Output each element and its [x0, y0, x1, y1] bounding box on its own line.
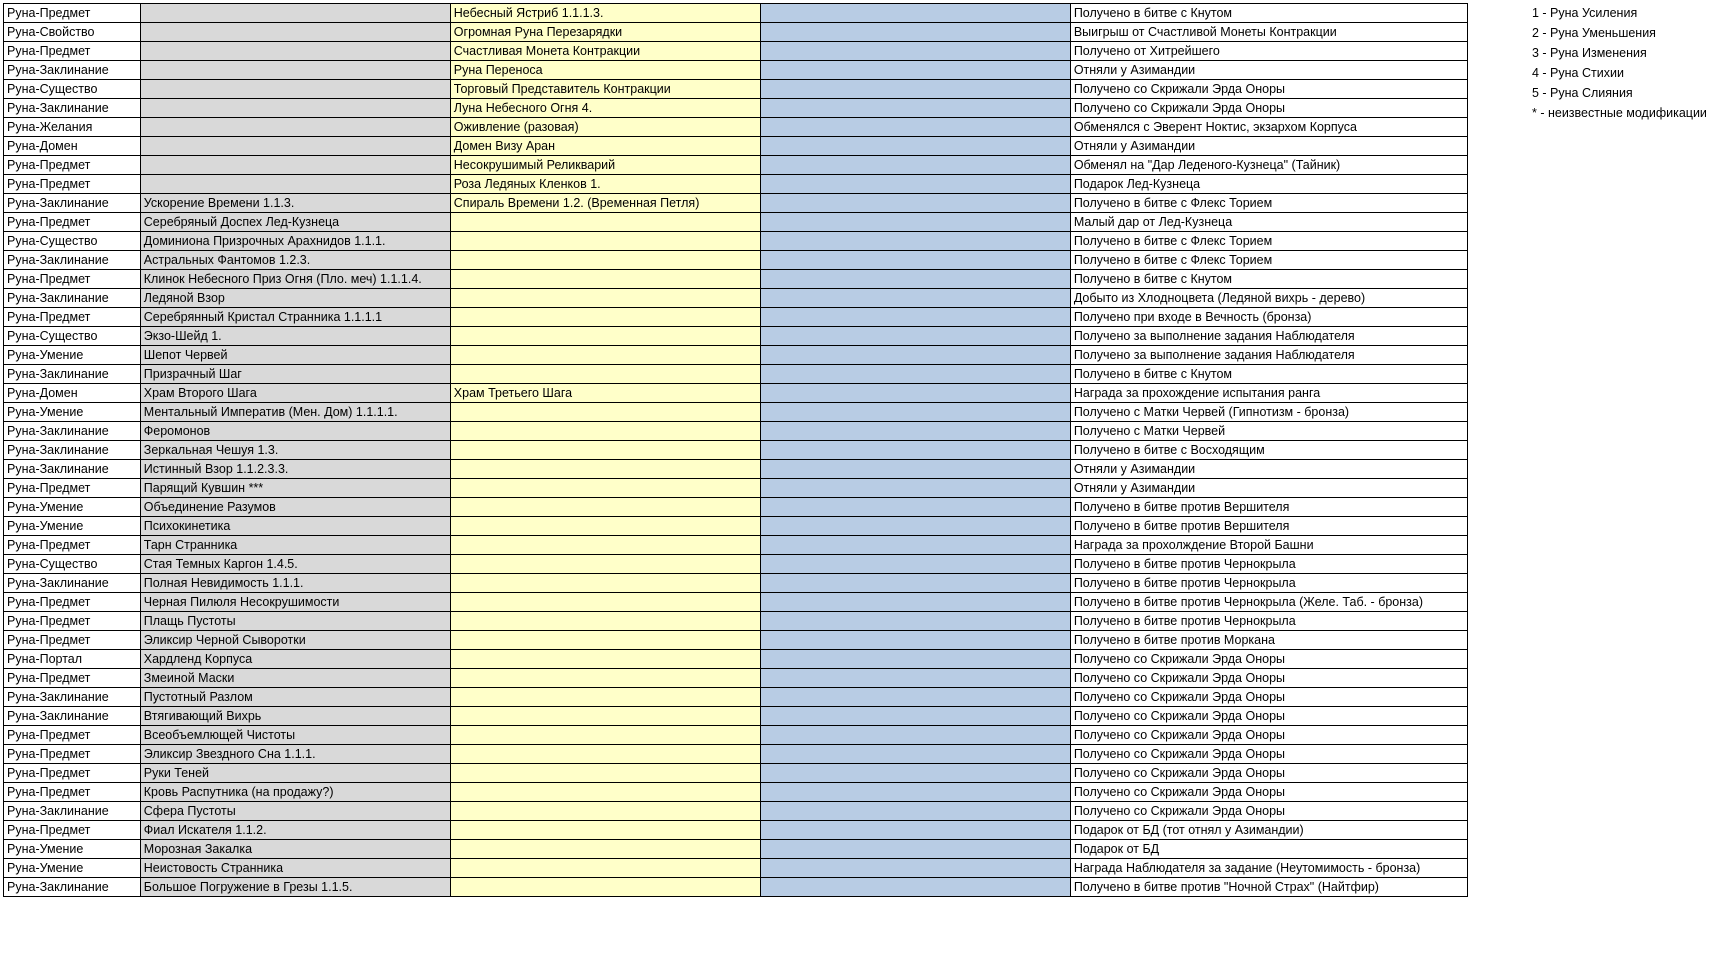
rune-name-cell[interactable]: Парящий Кувшин ***: [140, 479, 450, 498]
rune-extra-cell[interactable]: [760, 99, 1070, 118]
rune-name-cell[interactable]: Руки Теней: [140, 764, 450, 783]
table-row: [4, 498, 1468, 517]
rune-modified-cell[interactable]: [450, 251, 760, 270]
rune-name-cell[interactable]: [140, 175, 450, 194]
rune-name-cell[interactable]: Фиал Искателя 1.1.2.: [140, 821, 450, 840]
table-row: [4, 707, 1468, 726]
rune-name-cell[interactable]: Психокинетика: [140, 517, 450, 536]
rune-name-cell[interactable]: Шепот Червей: [140, 346, 450, 365]
rune-type-cell[interactable]: Руна-Существо: [4, 327, 141, 346]
rune-type-cell[interactable]: Руна-Заклинание: [4, 802, 141, 821]
rune-name-cell[interactable]: Астральных Фантомов 1.2.3.: [140, 251, 450, 270]
rune-type-cell[interactable]: Руна-Предмет: [4, 270, 141, 289]
rune-modified-cell[interactable]: [450, 270, 760, 289]
legend-item: 4 - Руна Стихии: [1532, 66, 1624, 80]
rune-extra-cell[interactable]: [760, 574, 1070, 593]
rune-extra-cell[interactable]: [760, 61, 1070, 80]
rune-name-cell[interactable]: Призрачный Шаг: [140, 365, 450, 384]
table-row: [4, 631, 1468, 650]
rune-modified-cell[interactable]: [450, 213, 760, 232]
rune-extra-cell[interactable]: [760, 840, 1070, 859]
rune-extra-cell[interactable]: [760, 308, 1070, 327]
table-row: [4, 840, 1468, 859]
rune-modified-cell[interactable]: [450, 726, 760, 745]
rune-type-cell[interactable]: Руна-Предмет: [4, 479, 141, 498]
table-row: [4, 365, 1468, 384]
rune-name-cell[interactable]: Доминиона Призрочных Арахнидов 1.1.1.: [140, 232, 450, 251]
rune-type-cell[interactable]: Руна-Предмет: [4, 213, 141, 232]
table-row: [4, 4, 1468, 23]
rune-type-cell[interactable]: Руна-Заклинание: [4, 688, 141, 707]
rune-extra-cell[interactable]: [760, 612, 1070, 631]
rune-modified-cell[interactable]: [450, 650, 760, 669]
rune-extra-cell[interactable]: [760, 118, 1070, 137]
rune-name-cell[interactable]: [140, 156, 450, 175]
table-row: [4, 270, 1468, 289]
rune-extra-cell[interactable]: [760, 650, 1070, 669]
rune-modified-cell[interactable]: Роза Ледяных Кленков 1.: [450, 175, 760, 194]
table-row: [4, 650, 1468, 669]
rune-modified-cell[interactable]: [450, 422, 760, 441]
rune-type-cell[interactable]: Руна-Предмет: [4, 783, 141, 802]
rune-source-cell[interactable]: Получено со Скрижали Эрда Оноры: [1070, 783, 1467, 802]
rune-name-cell[interactable]: Пустотный Разлом: [140, 688, 450, 707]
rune-source-cell[interactable]: Получено со Скрижали Эрда Оноры: [1070, 745, 1467, 764]
rune-modified-cell[interactable]: [450, 783, 760, 802]
rune-modified-cell[interactable]: Руна Переноса: [450, 61, 760, 80]
table-row: [4, 327, 1468, 346]
rune-extra-cell[interactable]: [760, 194, 1070, 213]
rune-type-cell[interactable]: Руна-Умение: [4, 517, 141, 536]
rune-type-cell[interactable]: Руна-Портал: [4, 650, 141, 669]
rune-name-cell[interactable]: Эликсир Черной Сыворотки: [140, 631, 450, 650]
rune-source-cell[interactable]: Получено в битве с Флекс Торием: [1070, 232, 1467, 251]
rune-name-cell[interactable]: Клинок Небесного Приз Огня (Пло. меч) 1.1.1.4.: [140, 270, 450, 289]
rune-type-cell[interactable]: Руна-Предмет: [4, 821, 141, 840]
rune-name-cell[interactable]: [140, 4, 450, 23]
rune-extra-cell[interactable]: [760, 137, 1070, 156]
rune-name-cell[interactable]: Объединение Разумов: [140, 498, 450, 517]
rune-type-cell[interactable]: Руна-Предмет: [4, 536, 141, 555]
rune-type-cell[interactable]: Руна-Предмет: [4, 726, 141, 745]
rune-modified-cell[interactable]: Луна Небесного Огня 4.: [450, 99, 760, 118]
legend-item: 3 - Руна Изменения: [1532, 46, 1647, 60]
table-row: [4, 593, 1468, 612]
rune-type-cell[interactable]: Руна-Предмет: [4, 308, 141, 327]
rune-extra-cell[interactable]: [760, 498, 1070, 517]
rune-modified-cell[interactable]: Несокрушимый Реликварий: [450, 156, 760, 175]
rune-modified-cell[interactable]: [450, 612, 760, 631]
rune-name-cell[interactable]: Храм Второго Шага: [140, 384, 450, 403]
rune-modified-cell[interactable]: [450, 821, 760, 840]
rune-modified-cell[interactable]: [450, 365, 760, 384]
rune-modified-cell[interactable]: Огромная Руна Перезарядки: [450, 23, 760, 42]
rune-name-cell[interactable]: Ментальный Императив (Мен. Дом) 1.1.1.1.: [140, 403, 450, 422]
rune-name-cell[interactable]: Неистовость Странника: [140, 859, 450, 878]
rune-name-cell[interactable]: Серебрянный Кристал Странника 1.1.1.1: [140, 308, 450, 327]
table-row: [4, 80, 1468, 99]
rune-name-cell[interactable]: [140, 42, 450, 61]
rune-name-cell[interactable]: [140, 118, 450, 137]
rune-source-cell[interactable]: Добыто из Хлодноцвета (Ледяной вихрь - дерево): [1070, 289, 1467, 308]
table-row: [4, 213, 1468, 232]
rune-extra-cell[interactable]: [760, 517, 1070, 536]
rune-type-cell[interactable]: Руна-Желания: [4, 118, 141, 137]
rune-source-cell[interactable]: Получено в битве с Восходящим: [1070, 441, 1467, 460]
rune-name-cell[interactable]: [140, 80, 450, 99]
rune-modified-cell[interactable]: [450, 859, 760, 878]
rune-name-cell[interactable]: Ускорение Времени 1.1.3.: [140, 194, 450, 213]
rune-extra-cell[interactable]: [760, 4, 1070, 23]
rune-modified-cell[interactable]: [450, 232, 760, 251]
table-row: [4, 194, 1468, 213]
table-row: [4, 346, 1468, 365]
table-row: [4, 232, 1468, 251]
table-row: [4, 802, 1468, 821]
rune-source-cell[interactable]: Получено со Скрижали Эрда Оноры: [1070, 650, 1467, 669]
rune-type-cell[interactable]: Руна-Заклинание: [4, 99, 141, 118]
rune-modified-cell[interactable]: Небесный Ястриб 1.1.1.3.: [450, 4, 760, 23]
rune-source-cell[interactable]: Получено со Скрижали Эрда Оноры: [1070, 80, 1467, 99]
rune-source-cell[interactable]: Малый дар от Лед-Кузнеца: [1070, 213, 1467, 232]
table-row: [4, 536, 1468, 555]
rune-name-cell[interactable]: Всеобъемлющей Чистоты: [140, 726, 450, 745]
rune-modified-cell[interactable]: [450, 460, 760, 479]
legend-item: 5 - Руна Слияния: [1532, 86, 1633, 100]
rune-source-cell[interactable]: Получено со Скрижали Эрда Оноры: [1070, 688, 1467, 707]
rune-extra-cell[interactable]: [760, 289, 1070, 308]
rune-type-cell[interactable]: Руна-Заклинание: [4, 574, 141, 593]
rune-source-cell[interactable]: Получено в битве против Вершителя: [1070, 498, 1467, 517]
rune-source-cell[interactable]: Получено в битве против Чернокрыла (Желе. Таб. - бронза): [1070, 593, 1467, 612]
rune-name-cell[interactable]: [140, 99, 450, 118]
table-row: [4, 23, 1468, 42]
rune-source-cell[interactable]: Подарок Лед-Кузнеца: [1070, 175, 1467, 194]
rune-modified-cell[interactable]: [450, 745, 760, 764]
rune-modified-cell[interactable]: Храм Третьего Шага: [450, 384, 760, 403]
rune-type-cell[interactable]: Руна-Предмет: [4, 764, 141, 783]
rune-type-cell[interactable]: Руна-Заклинание: [4, 365, 141, 384]
rune-source-cell[interactable]: Получено в битве против Чернокрыла: [1070, 612, 1467, 631]
rune-name-cell[interactable]: Змеиной Маски: [140, 669, 450, 688]
rune-name-cell[interactable]: Втягивающий Вихрь: [140, 707, 450, 726]
rune-type-cell[interactable]: Руна-Заклинание: [4, 251, 141, 270]
table-row: [4, 289, 1468, 308]
table-row: [4, 308, 1468, 327]
rune-type-cell[interactable]: Руна-Свойство: [4, 23, 141, 42]
table-row: [4, 156, 1468, 175]
table-row: [4, 175, 1468, 194]
rune-name-cell[interactable]: [140, 61, 450, 80]
rune-source-cell[interactable]: Получено с Матки Червей: [1070, 422, 1467, 441]
rune-source-cell[interactable]: Получено со Скрижали Эрда Оноры: [1070, 669, 1467, 688]
table-row: [4, 783, 1468, 802]
rune-type-cell[interactable]: Руна-Заклинание: [4, 422, 141, 441]
rune-type-cell[interactable]: Руна-Существо: [4, 555, 141, 574]
rune-modified-cell[interactable]: [450, 707, 760, 726]
rune-source-cell[interactable]: Получено с Матки Червей (Гипнотизм - бронза): [1070, 403, 1467, 422]
rune-extra-cell[interactable]: [760, 707, 1070, 726]
rune-name-cell[interactable]: [140, 23, 450, 42]
table-row: [4, 688, 1468, 707]
rune-extra-cell[interactable]: [760, 878, 1070, 897]
table-row: [4, 403, 1468, 422]
rune-extra-cell[interactable]: [760, 346, 1070, 365]
legend-item: * - неизвестные модификации: [1532, 106, 1707, 120]
table-row: [4, 118, 1468, 137]
rune-type-cell[interactable]: Руна-Домен: [4, 384, 141, 403]
table-row: [4, 745, 1468, 764]
table-row: [4, 669, 1468, 688]
rune-type-cell[interactable]: Руна-Предмет: [4, 745, 141, 764]
rune-modified-cell[interactable]: [450, 346, 760, 365]
rune-modified-cell[interactable]: [450, 441, 760, 460]
rune-extra-cell[interactable]: [760, 384, 1070, 403]
rune-type-cell[interactable]: Руна-Умение: [4, 403, 141, 422]
rune-extra-cell[interactable]: [760, 23, 1070, 42]
rune-source-cell[interactable]: Получено от Хитрейшего: [1070, 42, 1467, 61]
table-row: [4, 441, 1468, 460]
rune-source-cell[interactable]: Получено в битве против Чернокрыла: [1070, 574, 1467, 593]
rune-name-cell[interactable]: Черная Пилюля Несокрушимости: [140, 593, 450, 612]
table-row: [4, 612, 1468, 631]
rune-extra-cell[interactable]: [760, 441, 1070, 460]
table-row: [4, 251, 1468, 270]
rune-modified-cell[interactable]: [450, 669, 760, 688]
rune-modified-cell[interactable]: [450, 555, 760, 574]
rune-modified-cell[interactable]: [450, 327, 760, 346]
rune-name-cell[interactable]: Сфера Пустоты: [140, 802, 450, 821]
rune-type-cell[interactable]: Руна-Заклинание: [4, 441, 141, 460]
rune-source-cell[interactable]: Награда Наблюдателя за задание (Неутомимость - бронза): [1070, 859, 1467, 878]
rune-type-cell[interactable]: Руна-Заклинание: [4, 61, 141, 80]
rune-source-cell[interactable]: Получено со Скрижали Эрда Оноры: [1070, 99, 1467, 118]
table-row: [4, 517, 1468, 536]
rune-source-cell[interactable]: Получено со Скрижали Эрда Оноры: [1070, 802, 1467, 821]
table-row: [4, 384, 1468, 403]
rune-modified-cell[interactable]: [450, 574, 760, 593]
rune-modified-cell[interactable]: [450, 631, 760, 650]
rune-source-cell[interactable]: Получено в битве против Чернокрыла: [1070, 555, 1467, 574]
rune-type-cell[interactable]: Руна-Заклинание: [4, 878, 141, 897]
legend-item: 1 - Руна Усиления: [1532, 6, 1638, 20]
rune-name-cell[interactable]: Ледяной Взор: [140, 289, 450, 308]
rune-name-cell[interactable]: Кровь Распутника (на продажу?): [140, 783, 450, 802]
rune-extra-cell[interactable]: [760, 536, 1070, 555]
table-row: [4, 726, 1468, 745]
rune-source-cell[interactable]: Обменял на "Дар Леденого-Кузнеца" (Тайник): [1070, 156, 1467, 175]
rune-source-cell[interactable]: Награда за прохождение испытания ранга: [1070, 384, 1467, 403]
rune-name-cell[interactable]: Серебряный Доспех Лед-Кузнеца: [140, 213, 450, 232]
rune-source-cell[interactable]: Получено со Скрижали Эрда Оноры: [1070, 726, 1467, 745]
rune-extra-cell[interactable]: [760, 821, 1070, 840]
rune-source-cell[interactable]: Отняли у Азимандии: [1070, 137, 1467, 156]
rune-type-cell[interactable]: Руна-Заклинание: [4, 289, 141, 308]
rune-name-cell[interactable]: Эликсир Звездного Сна 1.1.1.: [140, 745, 450, 764]
rune-source-cell[interactable]: Отняли у Азимандии: [1070, 479, 1467, 498]
rune-modified-cell[interactable]: [450, 498, 760, 517]
rune-source-cell[interactable]: Обменялся с Эверент Ноктис, экзархом Корпуса: [1070, 118, 1467, 137]
rune-extra-cell[interactable]: [760, 745, 1070, 764]
rune-extra-cell[interactable]: [760, 403, 1070, 422]
table-row: [4, 878, 1468, 897]
rune-source-cell[interactable]: Получено со Скрижали Эрда Оноры: [1070, 707, 1467, 726]
rune-extra-cell[interactable]: [760, 270, 1070, 289]
rune-name-cell[interactable]: Полная Невидимость 1.1.1.: [140, 574, 450, 593]
rune-modified-cell[interactable]: [450, 536, 760, 555]
rune-source-cell[interactable]: Получено в битве с Кнутом: [1070, 4, 1467, 23]
rune-extra-cell[interactable]: [760, 593, 1070, 612]
rune-table: [3, 3, 1468, 897]
table-row: [4, 821, 1468, 840]
rune-type-cell[interactable]: Руна-Умение: [4, 859, 141, 878]
rune-table-body: [4, 4, 1468, 897]
table-row: [4, 99, 1468, 118]
rune-extra-cell[interactable]: [760, 479, 1070, 498]
rune-name-cell[interactable]: Экзо-Шейд 1.: [140, 327, 450, 346]
rune-modified-cell[interactable]: [450, 878, 760, 897]
rune-source-cell[interactable]: Получено в битве с Флекс Торием: [1070, 194, 1467, 213]
rune-extra-cell[interactable]: [760, 460, 1070, 479]
table-row: [4, 137, 1468, 156]
table-row: [4, 764, 1468, 783]
rune-type-cell[interactable]: Руна-Предмет: [4, 4, 141, 23]
rune-type-cell[interactable]: Руна-Предмет: [4, 156, 141, 175]
table-row: [4, 422, 1468, 441]
rune-modified-cell[interactable]: [450, 479, 760, 498]
legend: [1532, 3, 1707, 123]
rune-extra-cell[interactable]: [760, 327, 1070, 346]
rune-extra-cell[interactable]: [760, 175, 1070, 194]
rune-name-cell[interactable]: Феромонов: [140, 422, 450, 441]
table-row: [4, 574, 1468, 593]
rune-source-cell[interactable]: Получено в битве с Кнутом: [1070, 365, 1467, 384]
rune-source-cell[interactable]: Получено в битве против Вершителя: [1070, 517, 1467, 536]
rune-source-cell[interactable]: Подарок от БД (тот отнял у Азимандии): [1070, 821, 1467, 840]
rune-modified-cell[interactable]: [450, 593, 760, 612]
rune-modified-cell[interactable]: [450, 840, 760, 859]
rune-name-cell[interactable]: Хардленд Корпуса: [140, 650, 450, 669]
rune-modified-cell[interactable]: [450, 764, 760, 783]
rune-type-cell[interactable]: Руна-Умение: [4, 498, 141, 517]
rune-type-cell[interactable]: Руна-Предмет: [4, 175, 141, 194]
rune-extra-cell[interactable]: [760, 783, 1070, 802]
rune-type-cell[interactable]: Руна-Существо: [4, 80, 141, 99]
rune-type-cell[interactable]: Руна-Предмет: [4, 631, 141, 650]
rune-name-cell[interactable]: Стая Темных Каргон 1.4.5.: [140, 555, 450, 574]
rune-type-cell[interactable]: Руна-Умение: [4, 346, 141, 365]
rune-extra-cell[interactable]: [760, 688, 1070, 707]
rune-modified-cell[interactable]: [450, 802, 760, 821]
rune-type-cell[interactable]: Руна-Предмет: [4, 593, 141, 612]
rune-modified-cell[interactable]: [450, 403, 760, 422]
rune-modified-cell[interactable]: [450, 289, 760, 308]
rune-type-cell[interactable]: Руна-Предмет: [4, 42, 141, 61]
rune-name-cell[interactable]: Истинный Взор 1.1.2.3.3.: [140, 460, 450, 479]
rune-extra-cell[interactable]: [760, 726, 1070, 745]
table-row: [4, 555, 1468, 574]
rune-extra-cell[interactable]: [760, 365, 1070, 384]
table-row: [4, 479, 1468, 498]
rune-source-cell[interactable]: Получено в битве против Моркана: [1070, 631, 1467, 650]
rune-name-cell[interactable]: Тарн Странника: [140, 536, 450, 555]
rune-extra-cell[interactable]: [760, 251, 1070, 270]
rune-modified-cell[interactable]: Торговый Представитель Контракции: [450, 80, 760, 99]
rune-modified-cell[interactable]: [450, 517, 760, 536]
rune-name-cell[interactable]: Морозная Закалка: [140, 840, 450, 859]
rune-source-cell[interactable]: Отняли у Азимандии: [1070, 460, 1467, 479]
rune-extra-cell[interactable]: [760, 631, 1070, 650]
rune-extra-cell[interactable]: [760, 232, 1070, 251]
rune-modified-cell[interactable]: [450, 308, 760, 327]
rune-extra-cell[interactable]: [760, 42, 1070, 61]
rune-name-cell[interactable]: Большое Погружение в Грезы 1.1.5.: [140, 878, 450, 897]
rune-extra-cell[interactable]: [760, 764, 1070, 783]
rune-source-cell[interactable]: Подарок от БД: [1070, 840, 1467, 859]
rune-source-cell[interactable]: Получено в битве против "Ночной Страх" (Найтфир): [1070, 878, 1467, 897]
rune-type-cell[interactable]: Руна-Умение: [4, 840, 141, 859]
rune-source-cell[interactable]: Выигрыш от Счастливой Монеты Контракции: [1070, 23, 1467, 42]
table-row: [4, 42, 1468, 61]
rune-modified-cell[interactable]: Домен Визу Аран: [450, 137, 760, 156]
rune-type-cell[interactable]: Руна-Существо: [4, 232, 141, 251]
rune-modified-cell[interactable]: [450, 688, 760, 707]
rune-modified-cell[interactable]: Счастливая Монета Контракции: [450, 42, 760, 61]
rune-extra-cell[interactable]: [760, 555, 1070, 574]
rune-source-cell[interactable]: Награда за прохолждение Второй Башни: [1070, 536, 1467, 555]
rune-type-cell[interactable]: Руна-Домен: [4, 137, 141, 156]
legend-item: 2 - Руна Уменьшения: [1532, 26, 1656, 40]
rune-name-cell[interactable]: Плащь Пустоты: [140, 612, 450, 631]
rune-extra-cell[interactable]: [760, 669, 1070, 688]
rune-modified-cell[interactable]: Оживление (разовая): [450, 118, 760, 137]
rune-extra-cell[interactable]: [760, 213, 1070, 232]
rune-source-cell[interactable]: Получено со Скрижали Эрда Оноры: [1070, 764, 1467, 783]
table-row: [4, 859, 1468, 878]
rune-extra-cell[interactable]: [760, 156, 1070, 175]
table-row: [4, 61, 1468, 80]
rune-source-cell[interactable]: Получено при входе в Вечность (бронза): [1070, 308, 1467, 327]
rune-source-cell[interactable]: Отняли у Азимандии: [1070, 61, 1467, 80]
rune-modified-cell[interactable]: Спираль Времени 1.2. (Временная Петля): [450, 194, 760, 213]
rune-source-cell[interactable]: Получено за выполнение задания Наблюдателя: [1070, 346, 1467, 365]
rune-type-cell[interactable]: Руна-Предмет: [4, 612, 141, 631]
rune-extra-cell[interactable]: [760, 859, 1070, 878]
rune-extra-cell[interactable]: [760, 80, 1070, 99]
rune-type-cell[interactable]: Руна-Заклинание: [4, 460, 141, 479]
rune-source-cell[interactable]: Получено за выполнение задания Наблюдателя: [1070, 327, 1467, 346]
rune-type-cell[interactable]: Руна-Заклинание: [4, 707, 141, 726]
table-row: [4, 460, 1468, 479]
rune-source-cell[interactable]: Получено в битве с Кнутом: [1070, 270, 1467, 289]
rune-type-cell[interactable]: Руна-Предмет: [4, 669, 141, 688]
rune-source-cell[interactable]: Получено в битве с Флекс Торием: [1070, 251, 1467, 270]
rune-extra-cell[interactable]: [760, 802, 1070, 821]
rune-name-cell[interactable]: Зеркальная Чешуя 1.3.: [140, 441, 450, 460]
rune-type-cell[interactable]: Руна-Заклинание: [4, 194, 141, 213]
rune-extra-cell[interactable]: [760, 422, 1070, 441]
rune-name-cell[interactable]: [140, 137, 450, 156]
